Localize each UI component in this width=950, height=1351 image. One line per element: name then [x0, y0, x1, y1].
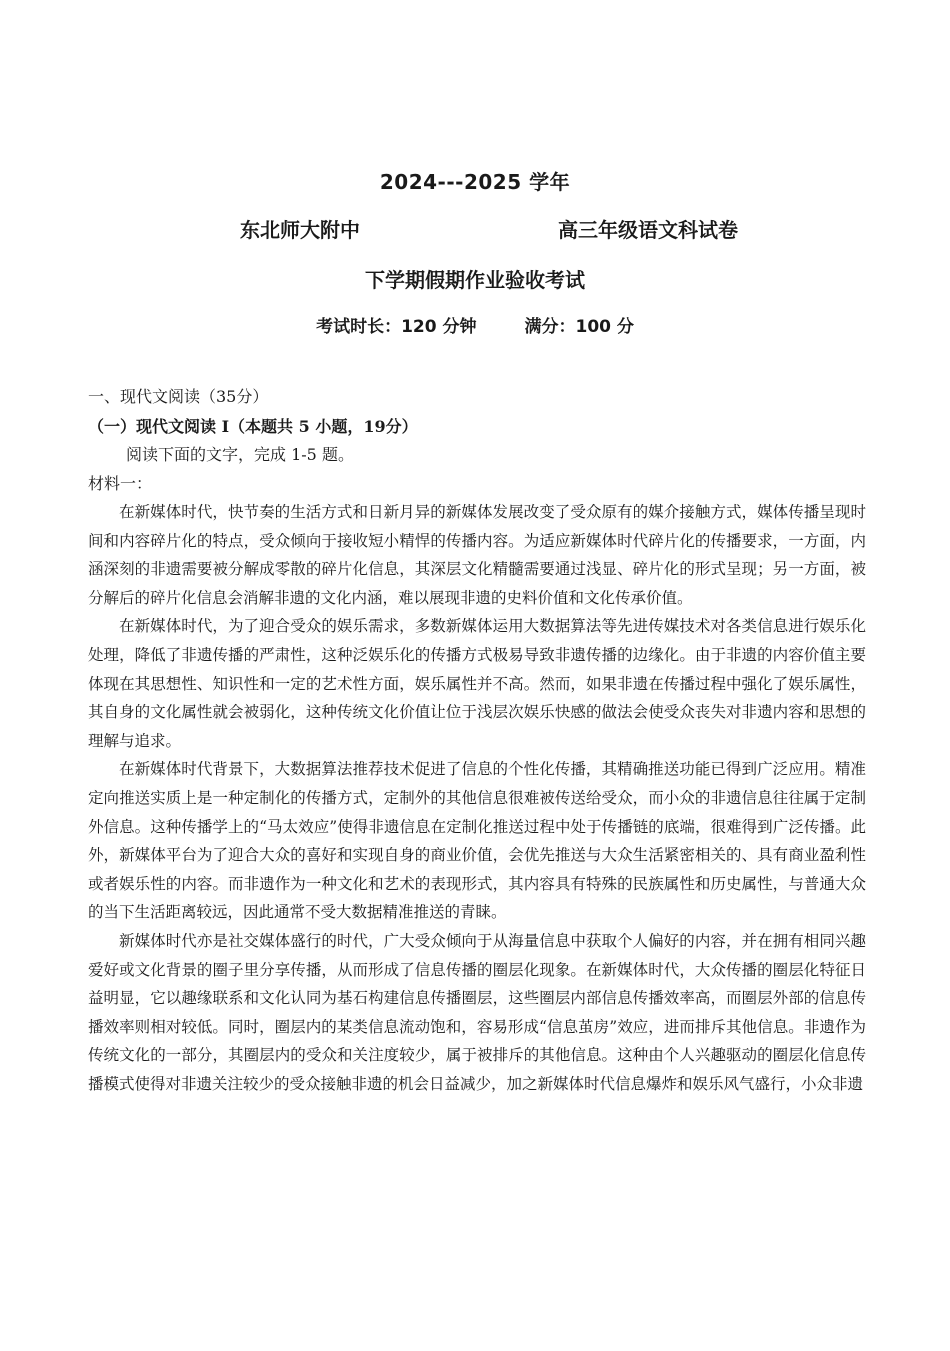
paragraph-3: 在新媒体时代背景下，大数据算法推荐技术促进了信息的个性化传播，其精确推送功能已得到广泛应用。精准定向推送实质上是一种定制化的传播方式，定制外的其他信息很难被传送给受众，而小众的非遗信息往往属于定制外信息。这种传播学上的“马太效应”使得非遗信息在定制化推送过程中处于传播链的底端，很难得到广泛传播。此外，新媒体平台为了迎合大众的喜好和实现自身的商业价值，会优先推送与大众生活紧密相关的、具有商业盈利性或者娱乐性的内容。而非遗作为一种文化和艺术的表现形式，其内容具有特殊的民族属性和历史属性，与普通大众的当下生活距离较远，因此通常不受大数据精准推送的青睐。 [88, 760, 866, 922]
exam-name: 下学期假期作业验收考试 [365, 268, 585, 292]
exam-info [0, 312, 950, 337]
reading-instruction: 阅读下面的文字，完成 1-5 题。 [126, 445, 354, 464]
subsection-heading: （一）现代文阅读 I（本题共 5 小题，19分） [88, 417, 418, 436]
paragraph-4: 新媒体时代亦是社交媒体盛行的时代，广大受众倾向于从海量信息中获取个人偏好的内容，并在拥有相同兴趣爱好或文化背景的圈子里分享传播，从而形成了信息传播的圈层化现象。在新媒体时代，大众传播的圈层化特征日益明显，它以趣缘联系和文化认同为基石构建信息传播圈层，这些圈层内部信息传播效率高，而圈层外部的信息传播效率则相对较低。同时，圈层内的某类信息流动饱和，容易形成“信息茧房”效应，进而排斥其他信息。非遗作为传统文化的一部分，其圈层内的受众和关注度较少，属于被排斥的其他信息。这种由个人兴趣驱动的圈层化信息传播模式使得对非遗关注较少的受众接触非遗的机会日益减少，加之新媒体时代信息爆炸和娱乐风气盛行，小众非遗 [88, 931, 866, 1093]
paragraph-2: 在新媒体时代，为了迎合受众的娱乐需求，多数新媒体运用大数据算法等先进传媒技术对各类信息进行娱乐化处理，降低了非遗传播的严肃性，这种泛娱乐化的传播方式极易导致非遗传播的边缘化。由于非遗的内容价值主要体现在其思想性、知识性和一定的艺术性方面，娱乐属性并不高。然而，如果非遗在传播过程中强化了娱乐属性，其自身的文化属性就会被弱化，这种传统文化价值让位于浅层次娱乐快感的做法会使受众丧失对非遗内容和思想的理解与追求。 [88, 617, 866, 750]
material-body [88, 498, 866, 1098]
school-name: 东北师大附中 [240, 218, 360, 242]
grade-subject-title: 高三年级语文科试卷 [558, 218, 738, 242]
paragraph-1: 在新媒体时代，快节奏的生活方式和日新月异的新媒体发展改变了受众原有的媒介接触方式，媒体传播呈现时间和内容碎片化的特点，受众倾向于接收短小精悍的传播内容。为适应新媒体时代碎片化的传播要求，一方面，内涵深刻的非遗需要被分解成零散的碎片化信息，其深层文化精髓需要通过浅显、碎片化的形式呈现；另一方面，被分解后的碎片化信息会消解非遗的文化内涵，难以展现非遗的史料价值和文化传承价值。 [88, 503, 866, 607]
academic-year-title: 2024---2025 学年 [379, 170, 571, 194]
exam-full-score: 满分：100 分 [524, 317, 634, 337]
material-label: 材料一： [88, 474, 153, 493]
exam-duration: 考试时长：120 分钟 [316, 317, 477, 337]
section-heading: 一、现代文阅读（35分） [88, 387, 269, 406]
